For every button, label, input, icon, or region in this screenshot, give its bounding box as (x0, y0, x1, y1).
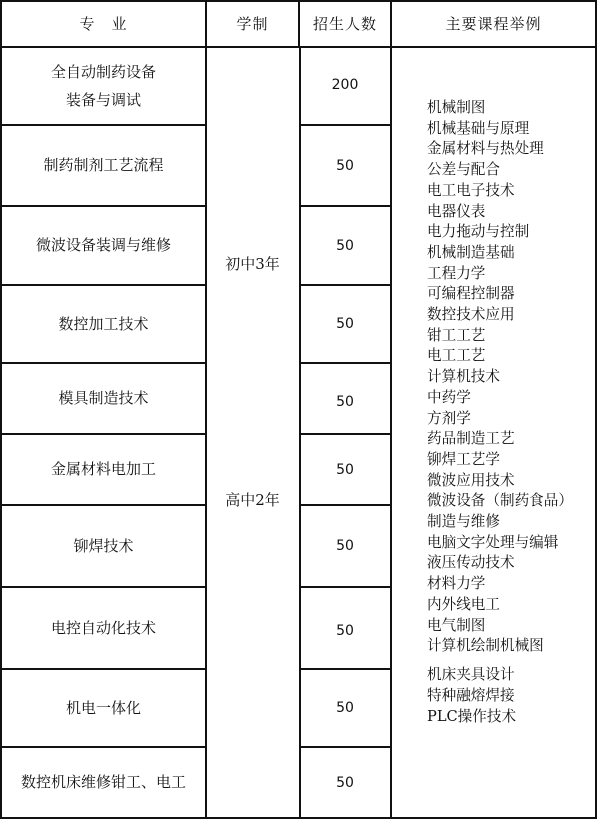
major-cell-7 (2, 506, 205, 586)
header-courses: 主要课程举例 (445, 14, 542, 33)
row-rule-major (0, 284, 207, 286)
course-item: 微波设备（制药食品） (427, 492, 573, 510)
course-item: 电器仪表 (427, 202, 486, 220)
row-rule-enroll (299, 586, 392, 588)
header-major: 专 业 (79, 14, 128, 33)
header-schooling: 学制 (236, 14, 269, 33)
col-rule-2 (298, 0, 300, 48)
course-item: 公差与配合 (427, 161, 500, 179)
course-item: 可编程控制器 (427, 285, 515, 303)
major-name: 装备与调试 (65, 90, 141, 109)
row-rule-enroll (299, 504, 392, 506)
course-item: 铆焊工艺学 (427, 450, 500, 468)
enroll-cell-6: 50 (336, 461, 354, 478)
course-item: 计算机技术 (427, 368, 500, 386)
schooling-value: 高中2年 (225, 490, 280, 509)
major-name: 全自动制药设备 (50, 62, 156, 81)
enroll-cell-8: 50 (336, 623, 354, 639)
course-item: 方剂学 (427, 409, 471, 427)
schooling-value: 初中3年 (225, 255, 280, 273)
major-cell-4 (2, 286, 205, 362)
major-cell-3 (2, 207, 205, 284)
course-item: 内外线电工 (427, 595, 500, 613)
row-rule-enroll (299, 668, 392, 670)
row-rule-major (0, 504, 207, 506)
major-cell-5 (2, 364, 205, 433)
course-item: 计算机绘制机械图 (427, 637, 544, 655)
row-rule-major (0, 205, 207, 207)
major-name: 模具制造技术 (58, 389, 149, 407)
major-name: 制药制剂工艺流程 (43, 156, 164, 174)
enroll-cell-2: 50 (336, 157, 354, 174)
enroll-cell-10: 50 (336, 774, 354, 791)
col-rule-1 (205, 0, 207, 819)
enroll-cell-9: 50 (336, 700, 354, 716)
row-rule-enroll (299, 205, 392, 207)
row-rule-enroll (299, 124, 392, 126)
major-name: 铆焊技术 (73, 536, 134, 555)
course-item: 电力拖动与控制 (427, 223, 530, 241)
row-rule-major (0, 124, 207, 126)
major-name: 数控机床维修钳工、电工 (20, 773, 186, 791)
row-rule-enroll (299, 284, 392, 286)
major-cell-8 (2, 588, 205, 668)
border-left (0, 0, 2, 819)
row-rule-major (0, 433, 207, 435)
course-item: 机械基础与原理 (427, 119, 530, 137)
course-item: 工程力学 (427, 264, 486, 282)
course-item: 材料力学 (427, 575, 486, 593)
enroll-cell-3: 50 (336, 237, 354, 254)
header-enrollment: 招生人数 (312, 14, 377, 33)
col-rule-3 (390, 0, 392, 819)
schooling-senior (207, 290, 298, 710)
course-item: 电工工艺 (427, 347, 486, 365)
course-item: 微波应用技术 (427, 471, 515, 489)
course-item: 金属材料与热处理 (427, 140, 544, 158)
course-item: 电气制图 (427, 616, 486, 634)
major-cell-6 (2, 435, 205, 504)
course-item: 数控技术应用 (427, 306, 515, 324)
course-item: 特种融熔焊接 (427, 687, 515, 704)
course-item: PLC操作技术 (427, 708, 517, 725)
row-rule-major (0, 362, 207, 364)
major-name: 数控加工技术 (58, 314, 149, 333)
major-name: 金属材料电加工 (50, 460, 156, 478)
course-item: 液压传动技术 (427, 554, 515, 572)
major-cell-1 (2, 48, 205, 124)
row-rule-major (0, 746, 207, 748)
course-item: 中药学 (427, 388, 471, 406)
major-cell-2 (2, 126, 205, 205)
course-item: 药品制造工艺 (427, 430, 515, 448)
enroll-cell-5: 50 (336, 394, 354, 410)
row-rule-enroll (299, 746, 392, 748)
major-name: 机电一体化 (65, 698, 141, 717)
row-rule-major (0, 668, 207, 670)
major-name: 电控自动化技术 (50, 618, 156, 637)
major-cell-10 (2, 748, 205, 817)
enroll-cell-1: 200 (331, 77, 359, 93)
major-name: 微波设备装调与维修 (35, 236, 171, 254)
row-rule-enroll (299, 362, 392, 364)
course-item: 机械制图 (427, 99, 486, 116)
major-cell-9 (2, 670, 205, 746)
course-item: 钳工工艺 (427, 326, 486, 344)
enroll-cell-4: 50 (336, 316, 354, 332)
courses-list-extra (427, 664, 595, 727)
course-item: 机械制造基础 (427, 243, 515, 261)
course-item: 制造与维修 (427, 513, 500, 531)
row-rule-major (0, 586, 207, 588)
course-item: 电工电子技术 (427, 181, 515, 199)
enroll-cell-7: 50 (336, 538, 354, 554)
course-item: 机床夹具设计 (427, 666, 515, 683)
row-rule-enroll (299, 433, 392, 435)
courses-list (427, 98, 595, 657)
course-item: 电脑文字处理与编辑 (427, 533, 559, 551)
